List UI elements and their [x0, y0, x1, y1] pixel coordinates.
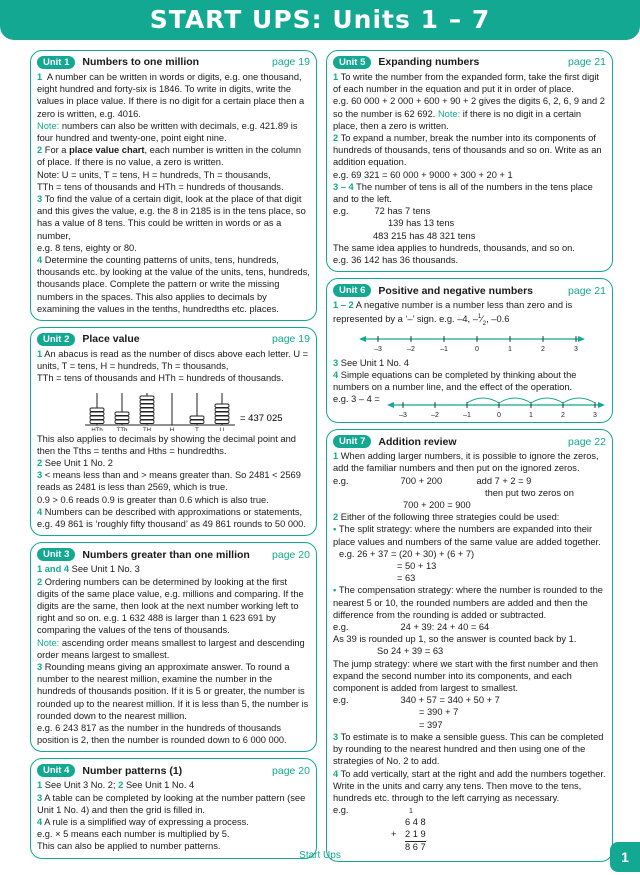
unit-5-item-3: 3 – 4 The number of tens is all of the numbers in the tens place and to the left. [333, 181, 593, 205]
unit-2-item-3b: 0.9 > 0.6 reads 0.9 is greater than 0.6 which is also true. [37, 494, 269, 505]
unit-4-item-1: 1 See Unit 3 No. 2; 2 See Unit 1 No. 4 [37, 780, 195, 791]
left-column [30, 50, 317, 865]
unit-badge: Unit 7 [333, 435, 371, 448]
unit-1-item-3: 3 To find the value of a certain digit, look at the place of that digit and this gives the value, e.g. the 8 in 2185 is in the tens place, so has a value of 8 tens. This could be written in words or as a number, [37, 194, 306, 241]
unit-5-item-1: 1 To write the number from the expanded form, take the first digit of each number in the equation and put it in order of place. [333, 72, 599, 95]
abacus-value: = 437 025 [240, 412, 283, 424]
unit-7-example-1b: then put two zeros on [485, 487, 574, 498]
unit-7-item-1: 1 When adding larger numbers, it is possible to ignore the zeros, add the familiar numbers and then put on the ignored zeros. [333, 451, 599, 474]
tick-label: –2 [407, 345, 415, 353]
unit-2-item-3: 3 < means less than and > means greater than. So 2481 < 2569 reads as 2481 is less than 2569, which is true. [37, 470, 301, 493]
unit-title: Place value [82, 333, 140, 346]
unit-7-eg: e.g. [333, 805, 349, 816]
abacus-label: HTh [91, 427, 103, 431]
unit-1-item-2: 2 For a place value chart, each number is written in the column of place. If there is no value, a zero is written. [37, 145, 302, 168]
unit-3-item-2: 2 Ordering numbers can be determined by looking at the first digits of the same place value, e.g. millions and comparing. If the digits are the same, then look at the next number working left to right and so on. e.g. 1 632 488 is larger than 1 623 691 by comparing the values of the tens of thousands. [37, 576, 304, 636]
unit-badge: Unit 6 [333, 284, 371, 297]
unit-6-header [333, 283, 606, 298]
unit-badge: Unit 1 [37, 56, 75, 69]
unit-7-header [333, 434, 606, 449]
unit-2-item-2: 2 See Unit 1 No. 2 [37, 458, 113, 469]
unit-7-item-3: 3 To estimate is to make a sensible guess. This can be completed by rounding to the nearest hundred and then using one of the strategies of No. 2 to add. [333, 731, 604, 767]
number-line-1 [333, 333, 608, 355]
unit-page-ref: page 19 [272, 333, 310, 346]
right-column [326, 50, 613, 868]
unit-2-header [37, 332, 310, 347]
unit-5-item-2b: e.g. 69 321 = 60 000 + 9000 + 300 + 20 + 1 [333, 169, 513, 180]
unit-badge: Unit 2 [37, 333, 75, 346]
unit-1-item-2-note: Note: U = units, T = tens, H = hundreds, Th = thousands, [37, 169, 271, 180]
unit-3-item-3b: e.g. 6 243 817 as the number in the hundreds of thousands position is 2, then the number is rounded down to 6 000 000. [37, 722, 287, 746]
unit-7-example-1: e.g. 700 + 200 add 7 + 2 = 9 [333, 475, 532, 486]
tick-label: 2 [561, 412, 565, 420]
unit-5-example-2: 139 has 13 tens [388, 218, 455, 229]
unit-7-item-2: 2 Either of the following three strategies could be used: [333, 512, 560, 523]
unit-7-box [326, 429, 613, 862]
unit-title: Positive and negative numbers [378, 284, 534, 297]
unit-4-item-4b: e.g. × 5 means each number is multiplied by 5. [37, 829, 230, 840]
number-line-2-row [333, 393, 606, 420]
abacus-label: T [195, 427, 199, 431]
unit-1-item-2-note-b: TTh = tens of thousands and HTh = hundreds of thousands. [37, 181, 284, 192]
unit-6-item-4: 4 Simple equations can be completed by thinking about the numbers on a number line, and the effect of the operation. [333, 369, 577, 393]
unit-page-ref: page 19 [272, 56, 310, 69]
unit-3-note: Note: ascending order means smallest to largest and descending order means largest to smallest. [37, 637, 305, 660]
unit-7-compensation: • The compensation strategy: where the number is rounded to the nearest 5 or 10, the rounded numbers are added and then the difference from the rounding is added or subtracted. [333, 584, 606, 621]
unit-7-jump: The jump strategy: where we start with the first number and then expand the second number into its components, and each component is added from largest to smallest. [333, 658, 599, 694]
abacus-label: TTh [116, 427, 128, 431]
unit-title: Number patterns (1) [82, 764, 183, 777]
unit-4-box [30, 758, 317, 858]
unit-1-item-4: 4 Determine the counting patterns of units, tens, hundreds, thousands etc. by looking at the value of the units, tens, hundreds, thousands place. Complete the pattern or write the missing numbers in the spaces. This also applies to decimals by examining the values in the tenths, hundredths etc. places. [37, 255, 310, 314]
unit-page-ref: page 22 [568, 435, 606, 448]
unit-1-header [37, 55, 310, 70]
unit-page-ref: page 21 [568, 56, 606, 69]
unit-4-item-4c: This can also be applied to number patterns. [37, 841, 221, 852]
unit-5-header [333, 55, 606, 70]
carry-digit: 1 [409, 808, 413, 816]
page-number: 1 [610, 842, 640, 872]
tick-label: –1 [440, 345, 448, 353]
unit-title: Expanding numbers [378, 56, 480, 69]
tick-label: –3 [399, 412, 407, 420]
addition-result: 8 6 7 [405, 842, 426, 853]
unit-4-item-4: 4 A rule is a simplified way of expressing a process. [37, 816, 249, 827]
unit-2-item-1b: TTh = tens of thousands and HTh = hundreds of thousands. [37, 373, 284, 384]
tick-label: 0 [497, 412, 501, 420]
tick-label: 1 [529, 412, 533, 420]
unit-page-ref: page 21 [568, 284, 606, 297]
unit-5-example-1: e.g. 72 has 7 tens [333, 206, 431, 217]
unit-7-jump-2: = 390 + 7 [419, 707, 459, 718]
unit-7-jump-3: = 397 [419, 719, 443, 730]
tick-label: –3 [374, 345, 382, 353]
unit-5-item-3b: The same idea applies to hundreds, thousands, and so on. [333, 242, 575, 253]
unit-badge: Unit 4 [37, 764, 75, 777]
tick-label: 1 [508, 345, 512, 353]
unit-5-box [326, 50, 613, 272]
unit-7-example-1c: 700 + 200 = 900 [403, 500, 471, 511]
unit-5-item-3c: e.g. 36 142 has 36 thousands. [333, 255, 459, 266]
unit-7-comp-1: e.g. 24 + 39: 24 + 40 = 64 [333, 622, 490, 633]
number-line-2 [333, 393, 608, 419]
unit-7-split-2: = 50 + 13 [397, 561, 437, 572]
tick-label: 0 [475, 345, 479, 353]
unit-5-item-2: 2 To expand a number, break the number into its components of hundreds of thousands, tens of thousands and so on. Write as an addition equation. [333, 133, 602, 168]
tick-label: 3 [574, 345, 578, 353]
unit-2-item-4: 4 Numbers can be described with approximations or statements, [37, 506, 303, 517]
unit-1-item-1: 1 A number can be written in words or digits, e.g. one thousand, eight hundred and forty-six is 1846. To write in digits, write the values in place value. If there is no digit for a certain place then a zero is written, e.g. 4016. [37, 72, 305, 119]
footer-label: Start Ups [299, 850, 341, 861]
addend-bottom: 2 1 9 [405, 828, 426, 841]
unit-7-split-1: e.g. 26 + 37 = (20 + 30) + (6 + 7) [339, 548, 475, 559]
unit-6-item-3: 3 See Unit 1 No. 4 [333, 357, 409, 368]
unit-1-box [30, 50, 317, 321]
unit-badge: Unit 5 [333, 56, 371, 69]
unit-7-split: • The split strategy: where the numbers are expanded into their place values and numbers of the same value are added together. [333, 523, 606, 547]
plus-sign: + [391, 829, 397, 840]
unit-title: Numbers greater than one million [82, 548, 250, 561]
addend-top: 6 4 8 [405, 817, 426, 828]
abacus-label: U [219, 427, 225, 431]
tick-label: 2 [541, 345, 545, 353]
unit-3-header [37, 547, 310, 562]
tick-label: –1 [463, 412, 471, 420]
unit-2-item-1: 1 An abacus is read as the number of discs above each letter. U = units, T = tens, H = hundreds, Th = thousands, [37, 349, 309, 372]
unit-2-item-4b: e.g. 49 861 is ‘roughly fifty thousand’ as 49 861 rounds to 50 000. [37, 519, 306, 530]
unit-4-item-3: 3 A table can be completed by looking at the number pattern (see Unit 1 No. 4) and then the grid is filled in. [37, 792, 306, 815]
abacus-diagram [37, 387, 312, 431]
unit-badge: Unit 3 [37, 548, 75, 561]
tick-label: 3 [593, 412, 597, 420]
unit-7-comp-2: As 39 is rounded up 1, so the answer is counted back by 1. [333, 634, 577, 645]
unit-3-item-3: 3 Rounding means giving an approximate answer. To round a number to the nearest million, examine the number in the hundreds of thousands position. If it is 5 or greater, the number is rounded up to the nearest million. If it is less than 5, the number is rounded down to the nearest million. [37, 661, 309, 721]
unit-7-split-3: = 63 [397, 573, 416, 584]
abacus-label: TH [143, 427, 151, 431]
equation-example: e.g. 3 – 4 = [333, 394, 380, 405]
unit-page-ref: page 20 [272, 764, 310, 777]
unit-page-ref: page 20 [272, 548, 310, 561]
unit-1-note: Note: numbers can also be written with decimals, e.g. 421.89 is four hundred and twenty-one, point eight nine. [37, 120, 298, 144]
unit-2-box [30, 327, 317, 536]
abacus-label: H [169, 427, 175, 431]
tick-label: –2 [431, 412, 439, 420]
unit-title: Numbers to one million [82, 56, 200, 69]
unit-6-item-1: 1 – 2 A negative number is a number less than zero and is represented by a ‘–’ sign. e.g. –4, $-^1⁄_2$, –0.6 [333, 300, 573, 328]
unit-3-box [30, 542, 317, 752]
title-banner [0, 0, 640, 40]
unit-1-item-3-example: e.g. 8 tens, eighty or 80. [37, 242, 137, 253]
page-title: START UPS: Units 1 – 7 [149, 5, 491, 34]
unit-4-header [37, 763, 310, 778]
unit-2-after: This also applies to decimals by showing the decimal point and then the Tths = tenths and Hths = hundredths. [37, 433, 296, 456]
unit-7-comp-3: So 24 + 39 = 63 [377, 646, 444, 657]
unit-7-item-4: 4 To add vertically, start at the right and add the numbers together. Write in the units and carry any tens. Then move to the tens, hundreds etc. through to the left carrying as necessary. [333, 768, 606, 803]
unit-5-item-1b: e.g. 60 000 + 2 000 + 600 + 90 + 2 gives the digits 6, 2, 6, 9 and 2 so the number is 62 692. Note: if there is no digit in a certain place, then a zero is written. [333, 96, 605, 131]
unit-6-box [326, 278, 613, 423]
unit-title: Addition review [378, 435, 457, 448]
unit-5-example-3: 483 215 has 48 321 tens [373, 230, 476, 241]
unit-3-item-1: 1 and 4 See Unit 1 No. 3 [37, 564, 140, 575]
unit-7-jump-1: e.g. 340 + 57 = 340 + 50 + 7 [333, 695, 500, 706]
